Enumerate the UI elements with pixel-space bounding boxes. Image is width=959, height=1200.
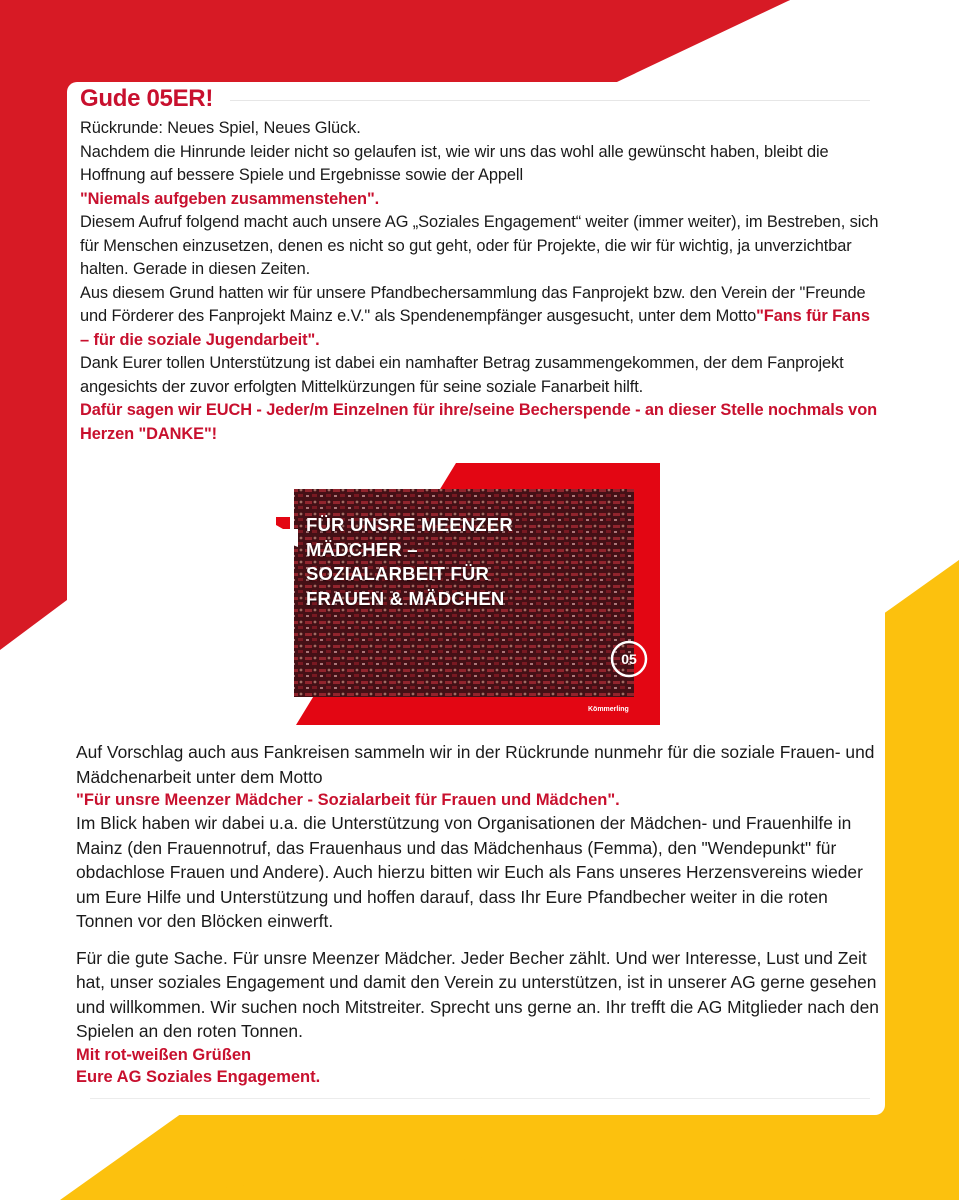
sponsor-logo: Kömmerling	[588, 706, 629, 713]
main-paragraph-3: Für die gute Sache. Für unsre Meenzer Mädcher. Jeder Becher zählt. Und wer Interesse, Lust und Zeit hat, unser soziales Engagement und damit den Verein zu unterstützen, ist in unserer AG gerne gesehen und willkommen. Wir suchen noch Mitstreiter. Sprecht uns gerne an. Ihr trefft die AG Mitglieder nach den Spielen an den roten Tonnen.	[76, 947, 879, 1041]
title-divider	[230, 100, 870, 101]
previous-motto: "Fans für Fans – für die soziale Jugendarbeit".	[80, 307, 870, 349]
page-title: Gude 05ER!	[80, 85, 214, 112]
new-motto: "Für unsre Meenzer Mädcher - Sozialarbeit für Frauen und Mädchen".	[76, 791, 620, 809]
promo-banner	[276, 463, 660, 725]
intro-paragraph-4: Dank Eurer tollen Unterstützung ist dabei ein namhafter Betrag zusammengekommen, der dem Fanprojekt angesichts der zuvor erfolgten Mittelkürzungen für seine soziale Fanarbeit hilft.	[80, 354, 844, 396]
appeal-quote: "Niemals aufgeben zusammenstehen".	[80, 189, 380, 208]
main-paragraph-2: Im Blick haben wir dabei u.a. die Unterstützung von Organisationen der Mädchen- und Frauenhilfe in Mainz (den Frauennotruf, das Frauenhaus und das Mädchenhaus (Femma), den "Wendepunkt" für obdachlose Frauen und Andere). Auch hierzu bitten wir Euch als Fans unseres Herzensvereins wieder um Eure Hilfe und Unterstützung und hoffen darauf, dass Ihr Eure Pfandbecher weiter in die roten Tonnen vor den Blöcken einwerft.	[76, 813, 863, 931]
main-paragraph-1: Auf Vorschlag auch aus Fankreisen sammeln wir in der Rückrunde nunmehr für die soziale Frauen- und Mädchenarbeit unter dem Motto	[76, 742, 875, 787]
intro-paragraph-3-text: Aus diesem Grund hatten wir für unsere Pfandbechersammlung das Fanprojekt bzw. den Verein der "Freunde und Förderer des Fanprojekt Mainz e.V." als Spendenempfänger ausgesucht, unter dem Motto	[80, 283, 866, 325]
intro-subtitle: Rückrunde: Neues Spiel, Neues Glück.	[80, 119, 361, 137]
promo-accent-white	[282, 529, 298, 547]
closing-signature: Eure AG Soziales Engagement.	[76, 1067, 321, 1086]
promo-headline: FÜR UNSRE MEENZER MÄDCHER – SOZIALARBEIT FÜR FRAUEN & MÄDCHEN	[306, 514, 513, 609]
club-logo-text: 05	[621, 651, 637, 667]
thanks-text: Dafür sagen wir EUCH - Jeder/m Einzelnen für ihre/seine Becherspende - an dieser Stelle nochmals von Herzen "DANKE"!	[80, 401, 878, 443]
intro-paragraph-3	[80, 282, 880, 353]
intro-paragraph-1: Nachdem die Hinrunde leider nicht so gelaufen ist, wie wir uns das wohl alle gewünscht haben, bleibt die Hoffnung auf bessere Spiele und Ergebnisse sowie der Appell	[80, 142, 829, 184]
intro-section	[80, 117, 880, 446]
bottom-divider	[90, 1098, 870, 1099]
main-section	[76, 740, 886, 1088]
intro-paragraph-2: Diesem Aufruf folgend macht auch unsere AG „Soziales Engagement“ weiter (immer weiter), im Bestreben, sich für Menschen einzusetzen, denen es nicht so gut geht, oder für Projekte, die wir für wichtig, ja unverzichtbar halten. Gerade in diesen Zeiten.	[80, 213, 879, 278]
closing-greeting: Mit rot-weißen Grüßen	[76, 1045, 252, 1064]
